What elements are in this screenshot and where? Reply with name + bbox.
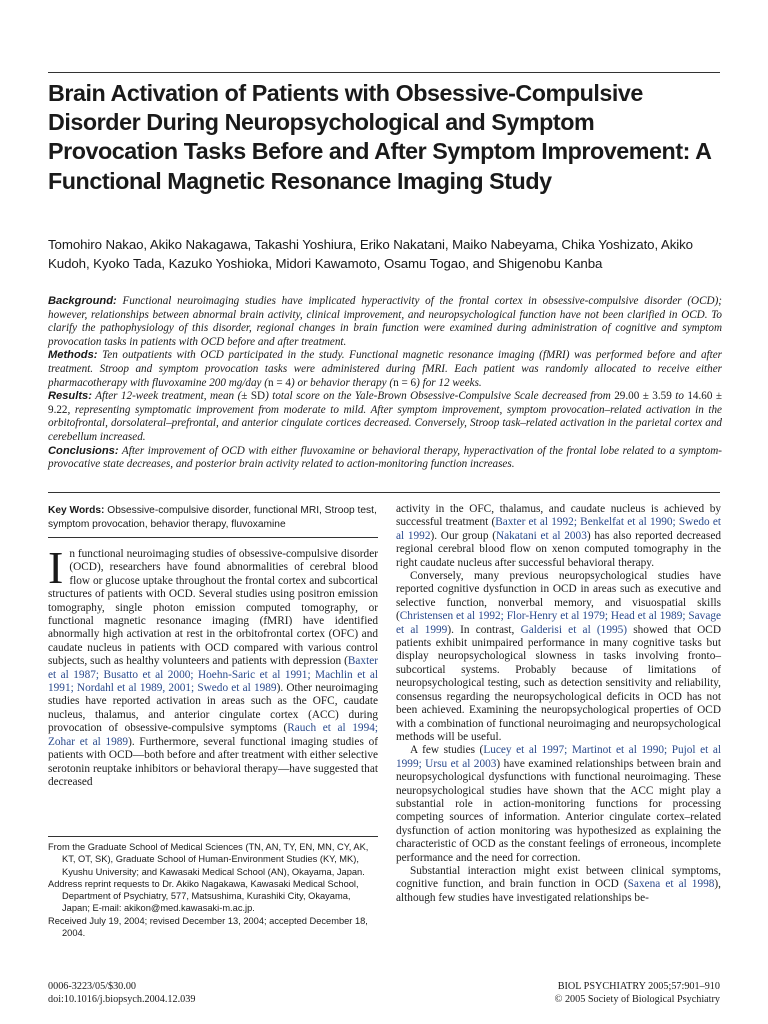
citation-link[interactable]: Lucey et al 1997; Martinot et al 1990; Pujol et al 1999; Ursu et al 2003 (396, 744, 721, 770)
results-label: Results: (48, 390, 92, 403)
affiliation-footnote (48, 836, 378, 939)
abstract-conclusions (48, 445, 722, 472)
paragraph (396, 744, 721, 865)
body-right-column (396, 503, 721, 905)
conclusions-label: Conclusions: (48, 444, 119, 457)
footnote-reprint-address: Address reprint requests to Dr. Akiko Nagakawa, Kawasaki Medical School, Department of Psychiatry, 577, Matsushima, Kurashiki City, Okayama, Japan; E-mail: akikon@med.kawasaki-m.ac.jp. (48, 878, 359, 914)
abstract-background (48, 295, 722, 349)
intro-text-2: ). Other neuroimaging studies have reported activation in areas such as the OFC, caudate nucleus, thalamus, and anterior cingulate cortex (ACC) during provocation of obsessive-compulsive symptoms ( (48, 682, 378, 735)
copyright: © 2005 Society of Biological Psychiatry (554, 994, 720, 1005)
keywords-label: Key Words: (48, 505, 105, 516)
abstract-results (48, 390, 722, 444)
issn: 0006-3223/05/$30.00 (48, 981, 137, 992)
paragraph (396, 503, 721, 570)
body-left-column (48, 542, 379, 789)
top-rule (48, 72, 720, 73)
paragraph-text: ). Our group ( (430, 529, 496, 542)
methods-text: Ten outpatients with OCD participated in the study. Functional magnetic resonance imaging (fMRI) was performed before and after treatment. Stroop and symptom provocation tasks were administered during fMRI. Each patient was randomly allocated to receive either pharmacotherapy with fluvoxamine 200 mg/day ( (48, 349, 722, 389)
intro-paragraph-1 (48, 542, 379, 789)
author-list: Tomohiro Nakao, Akiko Nakagawa, Takashi Yoshiura, Eriko Nakatani, Maiko Nabeyama, Chika Yoshizato, Akiko Kudoh, Kyoko Tada, Kazuko Yoshioka, Midori Kawamoto, Osamu Togao, and Shigenobu Kanba (48, 237, 693, 271)
journal-citation: BIOL PSYCHIATRY 2005;57:901–910 (557, 981, 720, 992)
citation-link[interactable]: Galderisi et al (1995) (520, 623, 628, 636)
abstract-methods (48, 349, 722, 390)
paragraph-text: Substantial interaction might exist between clinical symptoms, cognitive function, and brain function in OCD ( (396, 864, 721, 891)
paragraph-text: Conversely, many previous neuropsychological studies have reported cognitive dysfunction in OCD in areas such as executive and selective function, nonverbal memory, and visuospatial skills ( (396, 570, 721, 623)
footer-left (48, 980, 195, 1006)
paragraph-text: ), although few studies have investigated relationships be- (396, 878, 721, 904)
article-title: Brain Activation of Patients with Obsessive-Compulsive Disorder During Neuropsychological and Symptom Provocation Tasks Before and After Symptom Improvement: A Functional Magnetic Resonance Imaging Study (48, 80, 711, 194)
methods-n1: n = 4 (268, 376, 291, 389)
intro-text-3: ). Furthermore, several functional imaging studies of patients with OCD—both before and after treatment with either selective serotonin reuptake inhibitors or behavioral therapy—have suggested that decreased (48, 735, 378, 788)
paragraph-text: activity in the OFC, thalamus, and caudate nucleus is achieved by successful treatment ( (396, 503, 721, 529)
methods-n2: n = 6 (393, 376, 417, 389)
results-value-after: 14.60 ± 9.22 (48, 390, 722, 416)
footnote-dates: Received July 19, 2004; revised December 13, 2004; accepted December 18, 2004. (48, 915, 368, 939)
results-value-before: 29.00 ± 3.59 (614, 390, 672, 403)
background-label: Background: (48, 295, 117, 307)
citation-link[interactable]: Saxena et al 1998 (627, 878, 715, 891)
paragraph-text: ). In contrast, (447, 623, 521, 636)
footnote-affiliations: From the Graduate School of Medical Sciences (TN, AN, TY, EN, MN, CY, AK, KT, OT, SK), Graduate School of Human-Environment Studies (KY, MK), Kyushu University; and Kawasaki Medical School (AN), Okayama, Japan. (48, 842, 369, 877)
paragraph-text: A few studies ( (410, 744, 484, 757)
keywords-text: Obsessive-compulsive disorder, functional MRI, Stroop test, symptom provocation, behavior therapy, fluvoxamine (48, 505, 377, 530)
abstract-rule (48, 492, 720, 493)
intro-text: n functional neuroimaging studies of obsessive-compulsive disorder (OCD), researchers have found abnormalities of cerebral blood flow or glucose uptake throughout the frontal cortex and subcortical structures of patients with OCD. Several studies using positron emission tomography, single photon emission computed tomography, or functional magnetic resonance imaging (fMRI) have identified abnormally high activation at rest in the orbitofrontal cortex (OFC) and caudate nucleus in patients with OCD compared with various control subjects, such as healthy volunteers and patients with depression ( (48, 548, 378, 668)
citation-link[interactable]: Christensen et al 1992; Flor-Henry et al 1979; Head et al 1989; Savage et al 1999 (396, 610, 721, 636)
results-text-4: , representing symptomatic improvement from moderate to mild. After symptom improvement, symptom provocation–related activation in the orbitofrontal, dorsolateral–prefrontal, and anterior cingulate cortices decreased. Conversely, Stroop task–related activation in the parietal cortex and cerebellum increased. (48, 403, 722, 443)
methods-text-3: ) for 12 weeks. (416, 376, 482, 389)
keywords (48, 504, 378, 538)
methods-label: Methods: (48, 349, 98, 362)
citation-link[interactable]: Nakatani et al 2003 (495, 529, 587, 542)
paragraph-text: ) has also reported decreased regional cerebral blood flow on xenon computed tomography in the right caudate nucleus after successful behavioral therapy. (396, 529, 721, 569)
drop-cap: I (48, 542, 64, 593)
results-text-3: to (671, 390, 688, 403)
results-text: After 12-week treatment, mean ( (95, 390, 242, 403)
paragraph (396, 865, 721, 905)
citation-link[interactable]: Rauch et al 1994; Zohar et al 1989 (48, 722, 379, 748)
citation-link[interactable]: Baxter et al 1992; Benkelfat et al 1990; Swedo et al 1992 (396, 516, 721, 542)
doi: doi:10.1016/j.biopsych.2004.12.039 (48, 994, 196, 1005)
conclusions-text: After improvement of OCD with either fluvoxamine or behavioral therapy, hyperactivation of the frontal lobe related to a symptom-provocative state decreases, and posterior brain activity related to action-monitoring function increases. (48, 444, 722, 471)
paragraph (396, 570, 721, 744)
citation-link[interactable]: Baxter et al 1987; Busatto et al 2000; Hoehn-Saric et al 1991; Machlin et al 1991; Nordahl et al 1989, 2001; Swedo et al 1989 (48, 655, 378, 695)
abstract (48, 295, 722, 472)
results-text-2: ) total score on the Yale-Brown Obsessive-Compulsive Scale decreased from (265, 390, 615, 403)
paragraph-text: ) have examined relationships between brain and neuropsychological dysfunctions with functional neuroimaging. These neuropsychological studies have shown that the ACC might play a substantial role in action-monitoring functions for processing competing sources of information. Anterior cingulate cortex–related dysfunction of action monitoring was hypothesized as explaining the characteristic of OCD as the constant feelings of erroneous, incomplete performance and the need for correction. (396, 757, 721, 864)
methods-text-2: ) or behavior therapy ( (291, 376, 394, 389)
footer-right (555, 980, 720, 1006)
background-text: Functional neuroimaging studies have implicated hyperactivity of the frontal cortex in obsessive-compulsive disorder (OCD); however, relationships between abnormal brain activity, clinical improvement, and neuropsychological function have not been clarified in OCD. To clarify the pathophysiology of this disorder, regional changes in brain function were examined during administration of cognitive and symptom provocation tasks in patients with OCD before and after treatment. (48, 295, 723, 348)
results-pm: ± SD (241, 390, 266, 403)
paragraph-text: showed that OCD patients exhibit unimpaired performance in many cognitive tasks but display neuropsychological slowness in tasks involving fronto–subcortical systems. Probably because of limitations of neuropsychological testing, such as detection sensitivity and reliability, consensus regarding the neuropsychological deficits in OCD has not been achieved. Examining the neuropsychological properties of OCD with a combination of functional neuroimaging and neuropsychological methods will be useful. (396, 623, 721, 743)
